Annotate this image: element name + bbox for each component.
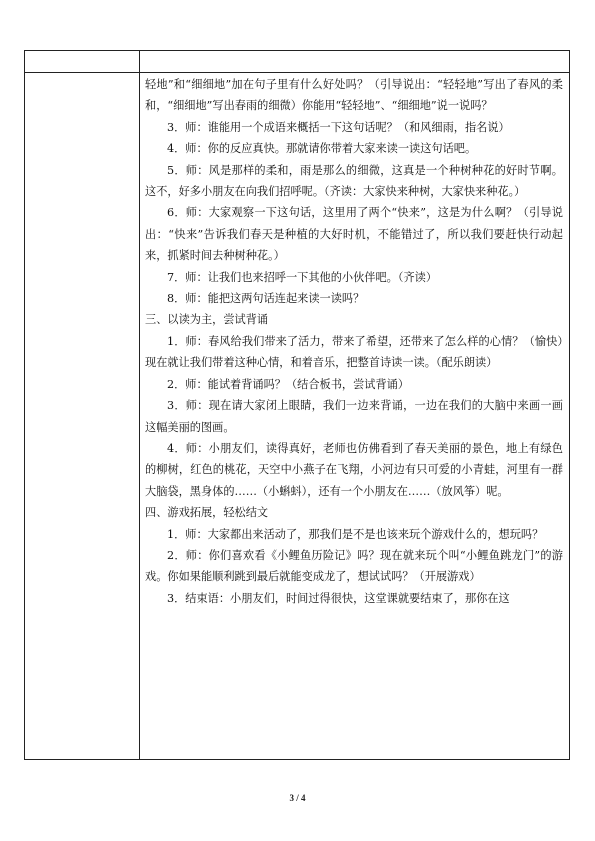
paragraph: 4．师：小朋友们，读得真好，老师也仿佛看到了春天美丽的景色，地上有绿色的柳树，红色的桃花，天空中小燕子在飞翔，小河边有只可爱的小青蛙，河里有一群大脑袋，黑身体的……（小蝌蚪），还有一个小朋友在……（放风筝）呢。 xyxy=(145,441,563,498)
lesson-plan-table xyxy=(24,50,570,760)
table-header-row xyxy=(25,51,569,73)
page-number: 3 / 4 xyxy=(289,793,306,803)
paragraph: 8．师：能把这两句话连起来读一读吗？ xyxy=(167,292,365,306)
paragraph: 3．结束语：小朋友们，时间过得很快，这堂课就要结束了，那你在这 xyxy=(167,591,510,605)
section-heading: 四、游戏拓展，轻松结文 xyxy=(145,506,269,520)
paragraph: 5．师：风是那样的柔和，雨是那么的细微，这真是一个种树种花的好时节啊。这不，好多小朋友在向我们招呼呢。（齐读：大家快来种树，大家快来种花。） xyxy=(145,163,563,199)
column-divider xyxy=(139,51,140,759)
lesson-content xyxy=(145,74,563,609)
paragraph: 轻地”和“细细地”加在句子里有什么好处吗？（引导说出：“轻轻地”写出了春风的柔和，“细细地”写出春雨的细微）你能用“轻轻地”、“细细地”说一说吗？ xyxy=(145,78,563,113)
paragraph: 6．师：大家观察一下这句话，这里用了两个“快来”，这是为什么啊？（引导说出：“快来”告诉我们春天是种植的大好时机，不能错过了，所以我们要赶快行动起来，抓紧时间去种树种花。） xyxy=(145,206,563,263)
paragraph: 1．师：春风给我们带来了活力，带来了希望，还带来了怎么样的心情？（愉快）现在就让我们带着这种心情，和着音乐，把整首诗读一读。（配乐朗读） xyxy=(145,334,563,370)
paragraph: 2．师：你们喜欢看《小鲤鱼历险记》吗？现在就来玩个叫“小鲤鱼跳龙门”的游戏。你如果能顺利跳到最后就能变成龙了，想试试吗？（开展游戏） xyxy=(145,548,563,584)
paragraph: 4．师：你的反应真快。那就请你带着大家来读一读这句话吧。 xyxy=(167,142,477,156)
paragraph: 1．师：大家都出来活动了，那我们是不是也该来玩个游戏什么的，想玩吗？ xyxy=(167,527,544,541)
paragraph: 7．师：让我们也来招呼一下其他的小伙伴吧。（齐读） xyxy=(167,270,438,284)
paragraph: 3．师：谁能用一个成语来概括一下这句话呢？（和风细雨，指名说） xyxy=(167,120,510,134)
table-left-cell xyxy=(25,72,139,759)
paragraph: 2．师：能试着背诵吗？（结合板书，尝试背诵） xyxy=(167,377,410,391)
paragraph: 3．师：现在请大家闭上眼睛，我们一边来背诵，一边在我们的大脑中来画一画这幅美丽的图画。 xyxy=(145,399,563,434)
section-heading: 三、以读为主，尝试背诵 xyxy=(145,313,269,327)
